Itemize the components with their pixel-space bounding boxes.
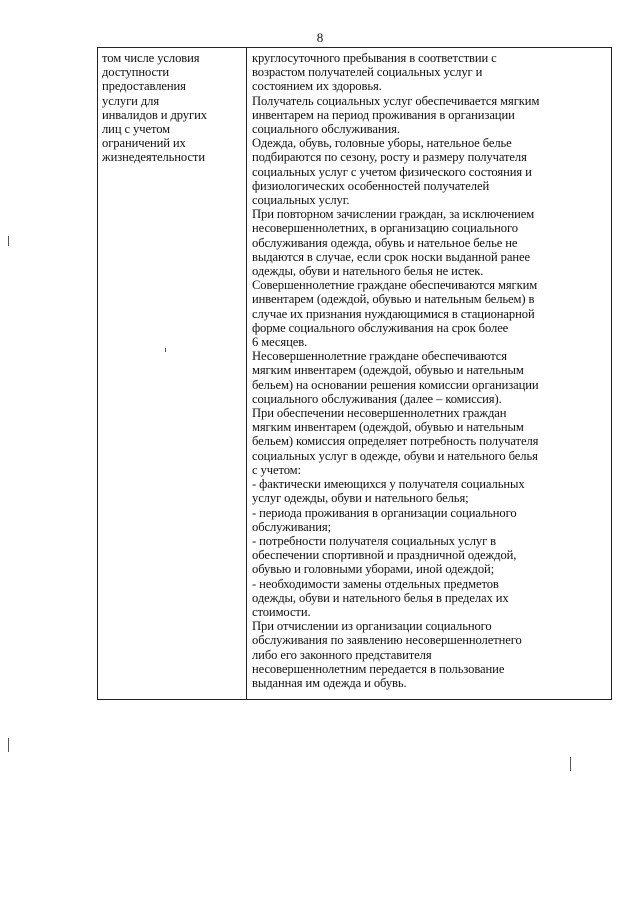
left-column-line: услуги для (102, 93, 160, 108)
right-column-cell (252, 51, 609, 690)
page-number: 8 (316, 30, 324, 45)
content-table (97, 47, 612, 700)
right-column-line: социального обслуживания. (252, 122, 400, 137)
right-column-line: круглосуточного пребывания в соответствии с (252, 51, 497, 65)
right-column-line: - периода проживания в организации социального (252, 505, 517, 520)
right-column-line: выдаются в случае, если срок носки выданной ранее (252, 249, 530, 264)
left-column-line: предоставления (102, 79, 186, 94)
right-column-line: обслуживания; (252, 519, 331, 534)
right-column-line: обувью и головными уборами, иной одеждой; (252, 562, 495, 577)
right-column-line: социальных услуг в одежде, обуви и нательного белья (252, 448, 538, 463)
right-column-line: обслуживания по заявлению несовершеннолетнего (252, 633, 522, 648)
right-column-line: Получатель социальных услуг обеспечивается мягким (252, 93, 540, 108)
right-column-line: - потребности получателя социальных услуг в (252, 533, 497, 548)
right-column-line: социального обслуживания (далее – комиссия). (252, 391, 502, 406)
right-column-line: Одежда, обувь, головные уборы, нательное белье (252, 136, 512, 151)
right-column-line: с учетом: (252, 462, 301, 477)
right-column-line: одежды, обуви и нательного белья в пределах их (252, 590, 509, 605)
right-column-line: Совершеннолетние граждане обеспечиваются мягким (252, 278, 538, 293)
right-column-line: социальных услуг. (252, 193, 350, 208)
right-column-line: услуг одежды, обуви и нательного белья; (252, 491, 469, 506)
right-column-line: случае их признания нуждающимися в стационарной (252, 306, 535, 321)
right-column-line: социальных услуг с учетом физического состояния и (252, 164, 532, 179)
right-column-line: несовершеннолетним передается в пользование (252, 661, 505, 676)
right-column-line: инвентарем (одеждой, обувью и нательным бельем) в (252, 292, 535, 307)
right-column-line: подбираются по сезону, росту и размеру получателя (252, 150, 527, 165)
right-column-line: обеспечении спортивной и праздничной одеждой, (252, 548, 517, 563)
right-column-line: одежды, обуви и нательного белья не истек. (252, 264, 484, 279)
right-column-line: - фактически имеющихся у получателя социальных (252, 477, 525, 492)
scan-speck (165, 348, 166, 352)
left-column-line: ограничений их (102, 136, 186, 151)
right-column-line: - необходимости замены отдельных предметов (252, 576, 499, 591)
left-column-line: жизнедеятельности (102, 150, 205, 165)
right-column-line: обслуживания одежда, обувь и нательное белье не (252, 235, 518, 250)
right-column-line: При повторном зачислении граждан, за исключением (252, 207, 535, 222)
right-column-line: При отчислении из организации социального (252, 619, 492, 634)
left-column-cell (102, 51, 244, 165)
right-column-line: бельем) комиссия определяет потребность получателя (252, 434, 539, 449)
right-column-line: Несовершеннолетние граждане обеспечиваются (252, 349, 507, 364)
right-column-line: 6 месяцев. (252, 335, 308, 350)
right-column-line: выданная им одежда и обувь. (252, 675, 407, 690)
right-column-line: физиологических особенностей получателей (252, 178, 490, 193)
right-column-line: состоянием их здоровья. (252, 79, 382, 94)
scan-speck (570, 757, 571, 771)
right-column-line: форме социального обслуживания на срок более (252, 320, 509, 335)
right-column-line: возрастом получателей социальных услуг и (252, 65, 483, 80)
right-column-line: бельем) на основании решения комиссии организации (252, 377, 539, 392)
right-column-line: либо его законного представителя (252, 647, 432, 662)
left-column-line: том числе условия (102, 51, 200, 65)
right-column-line: мягким инвентарем (одеждой, обувью и нательным (252, 363, 524, 378)
scan-speck (8, 738, 9, 752)
column-divider (246, 48, 247, 699)
scan-speck (8, 236, 9, 246)
right-column-line: инвентарем на период проживания в организации (252, 107, 515, 122)
right-column-line: несовершеннолетних, в организацию социального (252, 221, 518, 236)
left-column-line: лиц с учетом (102, 122, 171, 137)
right-column-line: стоимости. (252, 604, 311, 619)
right-column-line: При обеспечении несовершеннолетних граждан (252, 406, 507, 421)
right-column-line: мягким инвентарем (одеждой, обувью и нательным (252, 420, 524, 435)
left-column-line: инвалидов и других (102, 107, 207, 122)
left-column-line: доступности (102, 65, 170, 80)
